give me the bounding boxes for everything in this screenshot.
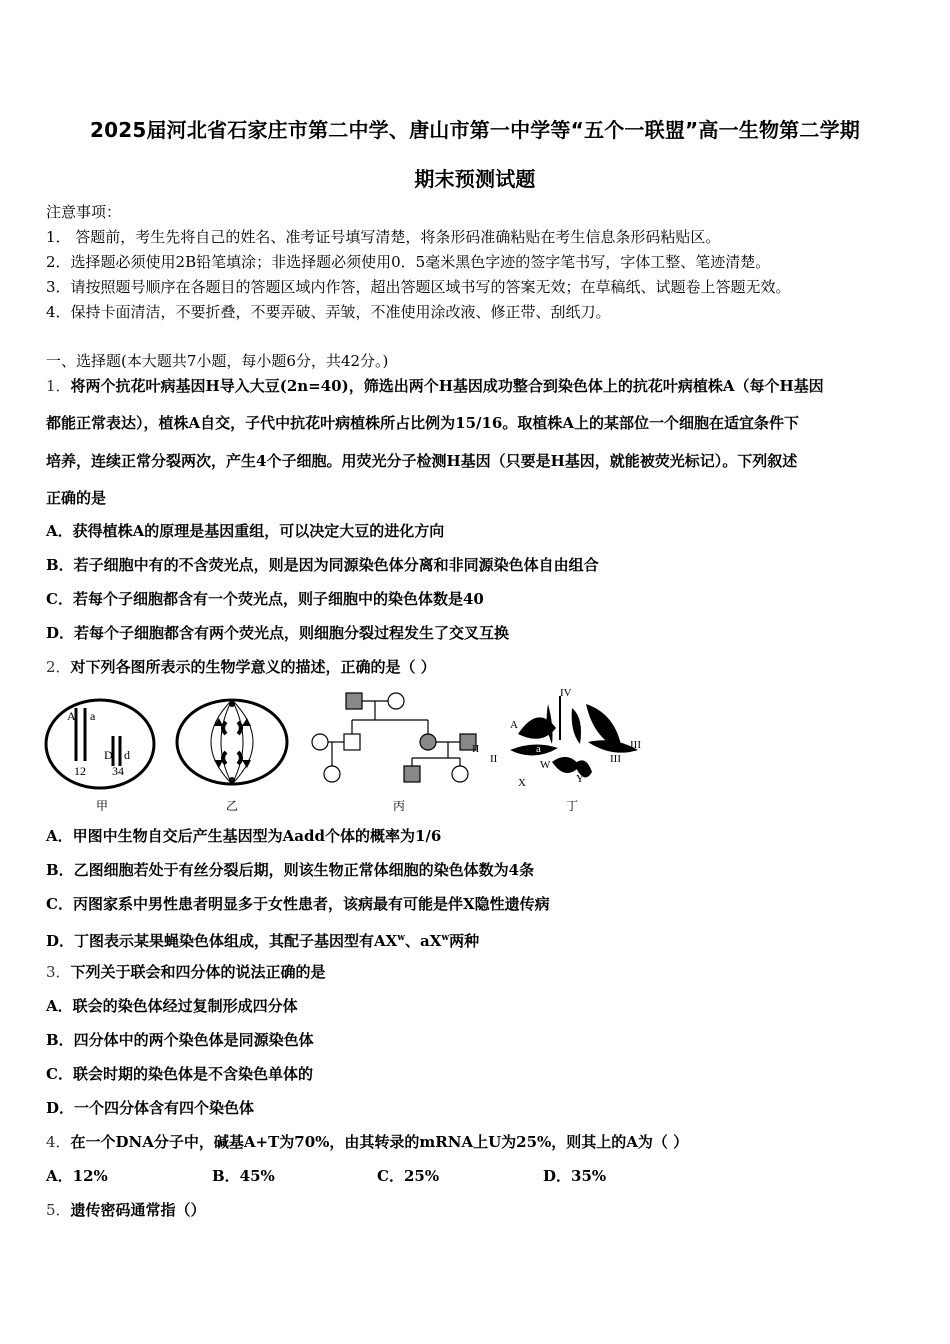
section-heading: 一、选择题(本大题共7小题，每小题6分，共42分。) bbox=[46, 352, 389, 370]
question-4-option-c: C．25% bbox=[377, 1167, 440, 1185]
label-Y: Y bbox=[576, 773, 584, 785]
question-3-option-b: B．四分体中的两个染色体是同源染色体 bbox=[46, 1031, 314, 1049]
question-1-stem-line: 都能正常表达），植株A自交，子代中抗花叶病植株所占比例为15/16。取植株A上的某部位一个细胞在适宜条件下 bbox=[46, 414, 800, 432]
question-2-stem: 2．对下列各图所表示的生物学意义的描述，正确的是（ ） bbox=[46, 658, 436, 676]
label-A: A bbox=[67, 709, 76, 723]
question-4-option-a: A．12% bbox=[46, 1167, 108, 1185]
question-4-option-d: D．35% bbox=[543, 1167, 607, 1185]
figure-jia bbox=[46, 700, 154, 813]
question-4-option-b: B．45% bbox=[212, 1167, 275, 1185]
label-D: D bbox=[104, 748, 113, 762]
page-title-line2: 期末预测试题 bbox=[414, 167, 536, 191]
notice-item: 1． 答题前，考生先将自己的姓名、准考证号填写清楚，将条形码准确粘贴在考生信息条形码粘贴区。 bbox=[46, 228, 721, 246]
question-1-option-b: B．若子细胞中有的不含荧光点，则是因为同源染色体分离和非同源染色体自由组合 bbox=[46, 556, 599, 574]
notice-item: 4．保持卡面清洁，不要折叠，不要弄破、弄皱，不准使用涂改液、修正带、刮纸刀。 bbox=[46, 303, 611, 321]
label-d: d bbox=[124, 748, 130, 762]
question-1-option-d: D．若每个子细胞都含有两个荧光点，则细胞分裂过程发生了交叉互换 bbox=[46, 624, 510, 642]
caption-ding: 丁 bbox=[566, 799, 579, 813]
label-W: W bbox=[540, 759, 551, 771]
question-3-option-d: D．一个四分体含有四个染色体 bbox=[46, 1099, 255, 1117]
notice-item: 3．请按照题号顺序在各题目的答题区域内作答，超出答题区域书写的答案无效；在草稿纸、试题卷上答题无效。 bbox=[46, 278, 791, 296]
label-IV: IV bbox=[560, 687, 572, 699]
label-a: a bbox=[90, 709, 96, 723]
caption-jia: 甲 bbox=[96, 799, 109, 813]
label-12: 12 bbox=[74, 764, 86, 778]
question-1-stem: 1．将两个抗花叶病基因H导入大豆(2n=40)，筛选出两个H基因成功整合到染色体上的抗花叶病植株A（每个H基因 bbox=[46, 377, 824, 395]
page-title: 2025届河北省石家庄市第二中学、唐山市第一中学等“五个一联盟”高一生物第二学期 bbox=[90, 118, 860, 142]
question-2-option-b: B．乙图细胞若处于有丝分裂后期，则该生物正常体细胞的染色体数为4条 bbox=[46, 861, 535, 879]
question-number: 1． bbox=[46, 377, 71, 395]
question-1-option-c: C．若每个子细胞都含有一个荧光点，则子细胞中的染色体数是40 bbox=[46, 590, 484, 608]
question-2-option-d: D．丁图表示某果蝇染色体组成，其配子基因型有$AX^w$、$aX^w$两种 bbox=[46, 932, 480, 950]
question-number: 3． bbox=[46, 963, 71, 981]
label-34: 34 bbox=[112, 764, 124, 778]
question-5-stem: 5．遗传密码通常指（） bbox=[46, 1201, 206, 1219]
label-a-ding: a bbox=[536, 743, 541, 755]
question-1-option-a: A．获得植株A的原理是基因重组，可以决定大豆的进化方向 bbox=[46, 522, 445, 540]
label-II-left: II bbox=[472, 743, 480, 755]
question-3-option-c: C．联会时期的染色体是不含染色单体的 bbox=[46, 1065, 313, 1083]
figure-yi bbox=[177, 700, 287, 813]
label-X: X bbox=[518, 777, 526, 789]
question-3-option-a: A．联会的染色体经过复制形成四分体 bbox=[46, 997, 298, 1015]
question-1-stem-line: 培养，连续正常分裂两次，产生4个子细胞。用荧光分子检测H基因（只要是H基因，就能被荧光标记）。下列叙述 bbox=[46, 452, 798, 470]
question-number: 5． bbox=[46, 1201, 71, 1219]
question-1-stem-line: 正确的是 bbox=[46, 489, 107, 507]
label-A-ding: A bbox=[510, 719, 518, 731]
figure-bing bbox=[312, 693, 476, 782]
question-number: 2． bbox=[46, 658, 71, 676]
label-III-right: III bbox=[630, 739, 641, 751]
label-II: II bbox=[490, 753, 498, 765]
question-4-stem: 4．在一个DNA分子中，碱基A+T为70%，由其转录的mRNA上U为25%，则其上的A为（ ） bbox=[46, 1133, 689, 1151]
notice-item: 2．选择题必须使用2B铅笔填涂；非选择题必须使用0．5毫米黑色字迹的签字笔书写，字体工整、笔迹清楚。 bbox=[46, 253, 771, 271]
question-number: 4． bbox=[46, 1133, 71, 1151]
caption-yi: 乙 bbox=[226, 799, 239, 813]
notice-heading: 注意事项： bbox=[46, 203, 122, 221]
label-III: III bbox=[610, 753, 621, 765]
question-2-option-a: A．甲图中生物自交后产生基因型为Aadd个体的概率为1/6 bbox=[46, 827, 442, 845]
caption-bing: 丙 bbox=[393, 799, 406, 813]
question-3-stem: 3．下列关于联会和四分体的说法正确的是 bbox=[46, 963, 326, 981]
figure-ding bbox=[472, 687, 641, 813]
question-2-figure bbox=[40, 686, 650, 814]
question-2-option-c: C．丙图家系中男性患者明显多于女性患者，该病最有可能是伴X隐性遗传病 bbox=[46, 895, 550, 913]
